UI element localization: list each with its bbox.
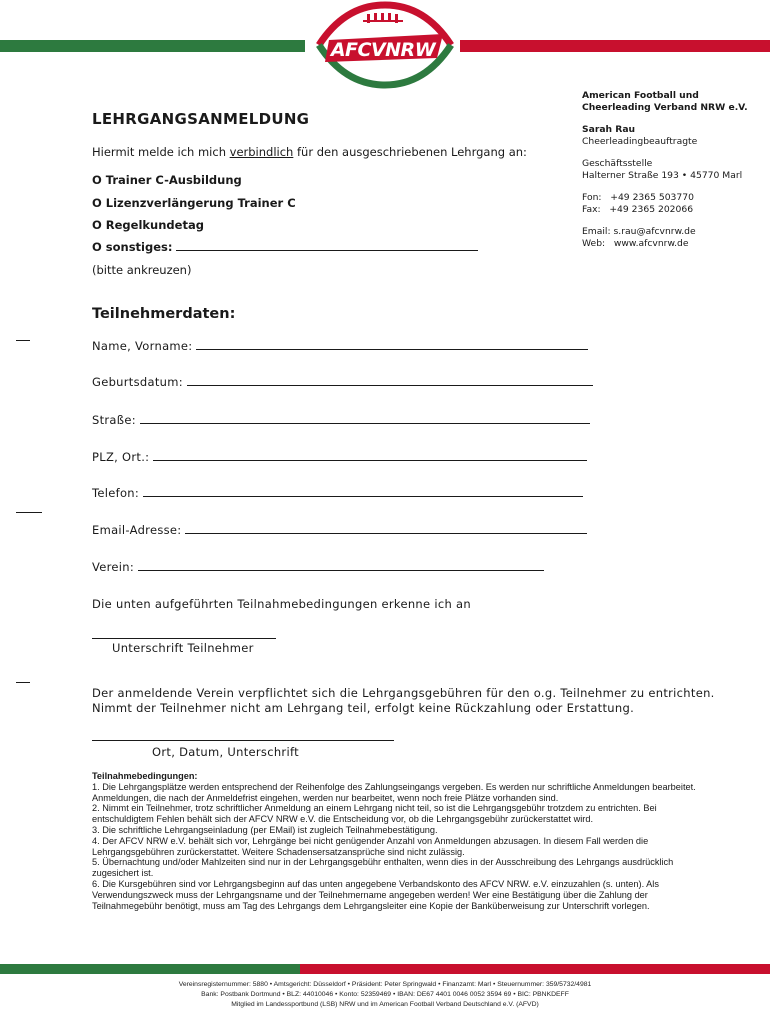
option-trainer-c[interactable]: O Trainer C-Ausbildung xyxy=(92,173,242,187)
field-name-label: Name, Vorname: xyxy=(92,339,193,353)
field-email-row xyxy=(92,523,587,537)
field-phone-input[interactable] xyxy=(143,487,583,497)
conditions-heading: Teilnahmebedingungen: xyxy=(92,771,198,781)
club-signature-line[interactable] xyxy=(92,740,394,741)
participant-signature-label: Unterschrift Teilnehmer xyxy=(112,641,254,655)
option-other[interactable]: O sonstiges: xyxy=(92,240,173,254)
participant-signature-line[interactable] xyxy=(92,638,276,639)
field-zip-city-input[interactable] xyxy=(153,451,587,461)
letterhead xyxy=(0,0,770,90)
margin-mark xyxy=(16,340,30,341)
org-name-line2: Cheerleading Verband NRW e.V. xyxy=(582,102,748,113)
club-obligation-text xyxy=(92,686,732,716)
margin-mark xyxy=(16,682,30,683)
option-license-renewal[interactable]: O Lizenzverlängerung Trainer C xyxy=(92,196,296,210)
field-phone-label: Telefon: xyxy=(92,486,140,500)
condition-item: 3. Die schriftliche Lehrgangseinladung (per EMail) ist zugleich Teilnahmebestätigung. xyxy=(92,824,438,835)
field-club-row xyxy=(92,560,544,574)
email: Email: s.rau@afcvnrw.de xyxy=(582,226,696,237)
web: Web: www.afcvnrw.de xyxy=(582,238,689,249)
office-address: Halterner Straße 193 • 45770 Marl xyxy=(582,170,743,181)
intro-underlined: verbindlich xyxy=(229,145,294,159)
condition-item: 1. Die Lehrgangsplätze werden entsprechend der Reihenfolge des Zahlungseingangs vergeben. Es werden nur schriftliche Anmeldungen bearbeitet. Anmeldungen, die nach der Anmeldefrist eingehen, werden nur bearbeitet, wenn noch freie Plätze vorhanden sind. xyxy=(92,781,696,803)
field-street-label: Straße: xyxy=(92,413,136,427)
afcvnrw-logo xyxy=(285,0,485,90)
footer-line1: Vereinsregisternummer: 5880 • Amtsgericht: Düsseldorf • Präsident: Peter Springwald • Finanzamt: Marl • Steuernummer: 359/5732/4981 xyxy=(178,981,592,988)
fax: Fax: +49 2365 202066 xyxy=(582,204,694,215)
logo-text: AFCVNRW xyxy=(330,39,436,61)
field-club-label: Verein: xyxy=(92,560,135,574)
field-zip-city-row xyxy=(92,450,587,464)
field-email-input[interactable] xyxy=(185,524,587,534)
option-rules-day[interactable]: O Regelkundetag xyxy=(92,218,204,232)
field-name-input[interactable] xyxy=(196,340,588,350)
field-email-label: Email-Adresse: xyxy=(92,523,182,537)
conditions-accept-text: Die unten aufgeführten Teilnahmebedingungen erkenne ich an xyxy=(92,597,471,611)
footer xyxy=(0,980,770,1010)
condition-item: 2. Nimmt ein Teilnehmer, trotz schriftlicher Anmeldung an einem Lehrgang nicht teil, so ist die Lehrgangsgebühr trotzdem zu entrichten. Bei entschuldigtem Fehlen behält sich der AFCV NRW e.V. die Entscheidung vor, ob die Lehrgangsgebühr zurückerstattet wird. xyxy=(92,803,657,825)
club-signature-label: Ort, Datum, Unterschrift xyxy=(152,745,299,759)
condition-item: 5. Übernachtung und/oder Mahlzeiten sind nur in der Lehrgangsgebühr enthalten, wenn dies in der Ausschreibung des Lehrgangs ausdrücklich zugesichert ist. xyxy=(92,857,674,879)
contact-role: Cheerleadingbeauftragte xyxy=(582,136,698,147)
condition-item: 6. Die Kursgebühren sind vor Lehrgangsbeginn auf das unten angegebene Verbandskonto des AFCV NRW. e.V. einzuzahlen (s. unten). Als Verwendungszweck muss der Lehrgangsname und der Teilnehmername angegeben werden! Wer eine Bestätigung über die Zahlung der Teilnahmegebühr benötigt, muss am Tag des Lehrgangs dem Lehrgangsleiter eine Kopie der Banküberweisung zur Unterschrift vorlegen. xyxy=(92,878,659,911)
form-title: LEHRGANGSANMELDUNG xyxy=(92,110,310,128)
option-other-input[interactable] xyxy=(176,241,478,251)
intro-text xyxy=(92,145,527,159)
header-green-bar xyxy=(0,40,305,52)
header-red-bar xyxy=(460,40,770,52)
option-other-row xyxy=(92,240,478,254)
field-birthdate-row xyxy=(92,375,593,389)
contact-name: Sarah Rau xyxy=(582,124,636,135)
field-name-row xyxy=(92,339,588,353)
margin-mark xyxy=(16,512,42,513)
footer-line3: Mitglied im Landessportbund (LSB) NRW und im American Football Verband Deutschland e.V. (AFVD) xyxy=(231,1001,539,1008)
org-name-line1: American Football und xyxy=(582,90,699,101)
club-obligation-line1: Der anmeldende Verein verpflichtet sich die Lehrgangsgebühren für den o.g. Teilnehmer zu entrichten. xyxy=(92,686,715,700)
phone: Fon: +49 2365 503770 xyxy=(582,192,694,203)
footer-red-bar xyxy=(300,964,770,974)
field-zip-city-label: PLZ, Ort.: xyxy=(92,450,150,464)
office-label: Geschäftsstelle xyxy=(582,158,653,169)
section-title-participant: Teilnehmerdaten: xyxy=(92,306,236,322)
field-birthdate-label: Geburtsdatum: xyxy=(92,375,183,389)
field-street-row xyxy=(92,413,590,427)
participation-conditions xyxy=(92,771,712,911)
field-street-input[interactable] xyxy=(140,414,590,424)
condition-item: 4. Der AFCV NRW e.V. behält sich vor, Lehrgänge bei nicht genügender Anzahl von Anmeldungen abzusagen. In diesem Fall werden die Lehrgangsgebühren zurückerstattet. Weitere Schadensersatzansprüche sind nicht zulässig. xyxy=(92,835,649,857)
field-phone-row xyxy=(92,486,583,500)
footer-line2: Bank: Postbank Dortmund • BLZ: 44010046 • Konto: 52359469 • IBAN: DE67 4401 0046 0052 3594 69 • BIC: PBNKDEFF xyxy=(201,991,569,998)
field-birthdate-input[interactable] xyxy=(187,376,593,386)
sender-block xyxy=(582,90,768,250)
footer-green-bar xyxy=(0,964,300,974)
intro-pre: Hiermit melde ich mich xyxy=(92,145,230,159)
club-obligation-line2: Nimmt der Teilnehmer nicht am Lehrgang teil, erfolgt keine Rückzahlung oder Erstattung. xyxy=(92,701,635,715)
checkbox-note: (bitte ankreuzen) xyxy=(92,263,192,277)
field-club-input[interactable] xyxy=(138,561,544,571)
intro-post: für den ausgeschriebenen Lehrgang an: xyxy=(293,145,527,159)
